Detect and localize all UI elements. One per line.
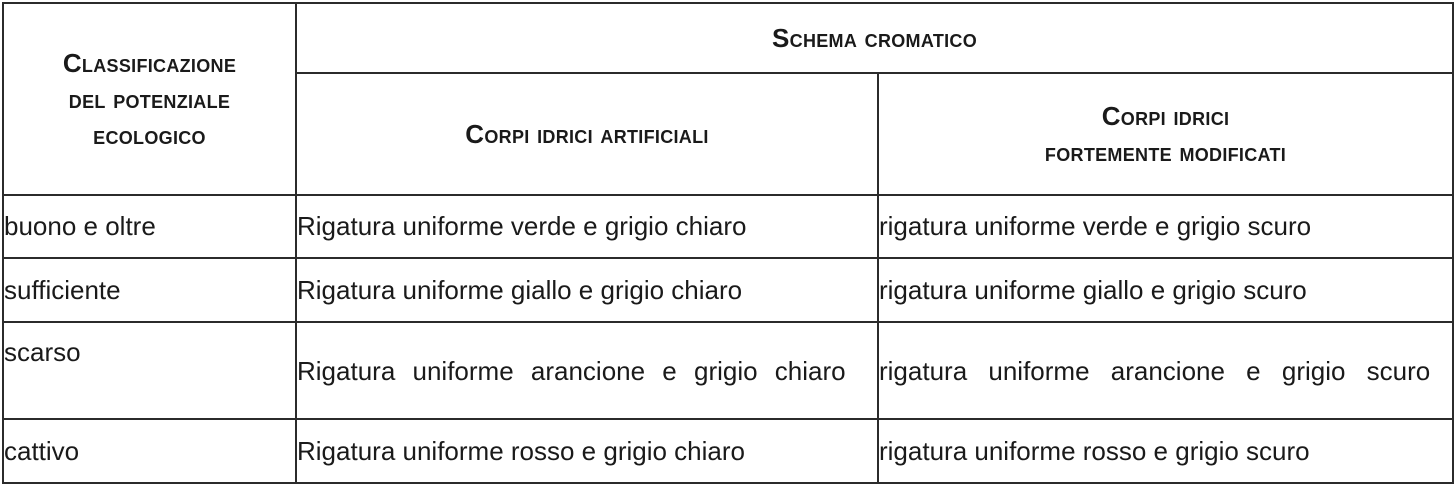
cell-artificial: Rigatura uniforme arancione e grigio chiaro — [296, 322, 878, 419]
header-classification-line-3: ecologico — [93, 119, 206, 150]
table-row — [3, 322, 1453, 419]
table-row — [3, 419, 1453, 483]
cell-artificial: Rigatura uniforme giallo e grigio chiaro — [296, 258, 878, 322]
cell-artificial: Rigatura uniforme verde e grigio chiaro — [296, 195, 878, 259]
header-classification-line-1: Classificazione — [62, 47, 237, 78]
cell-classification: buono e oltre — [3, 195, 296, 259]
cell-modified: rigatura uniforme arancione e grigio scuro — [878, 322, 1453, 419]
cell-modified: rigatura uniforme rosso e grigio scuro — [878, 419, 1453, 483]
cell-modified: rigatura uniforme verde e grigio scuro — [878, 195, 1453, 259]
cell-classification: scarso — [3, 322, 296, 419]
cell-classification: cattivo — [3, 419, 296, 483]
header-classification-line-2: del potenziale — [68, 83, 231, 114]
ecological-potential-table — [2, 2, 1454, 484]
header-modified-line-2: fortemente modificati — [1044, 137, 1287, 167]
header-artificial-bodies: Corpi idrici artificiali — [296, 73, 878, 194]
cell-artificial: Rigatura uniforme rosso e grigio chiaro — [296, 419, 878, 483]
header-color-scheme: Schema cromatico — [296, 3, 1453, 73]
header-modified-bodies — [878, 73, 1453, 194]
header-row-main — [3, 3, 1453, 73]
table-row — [3, 258, 1453, 322]
cell-modified: rigatura uniforme giallo e grigio scuro — [878, 258, 1453, 322]
cell-classification: sufficiente — [3, 258, 296, 322]
header-modified-line-1: Corpi idrici — [1101, 101, 1230, 131]
header-classification — [3, 3, 296, 195]
table-row — [3, 195, 1453, 259]
